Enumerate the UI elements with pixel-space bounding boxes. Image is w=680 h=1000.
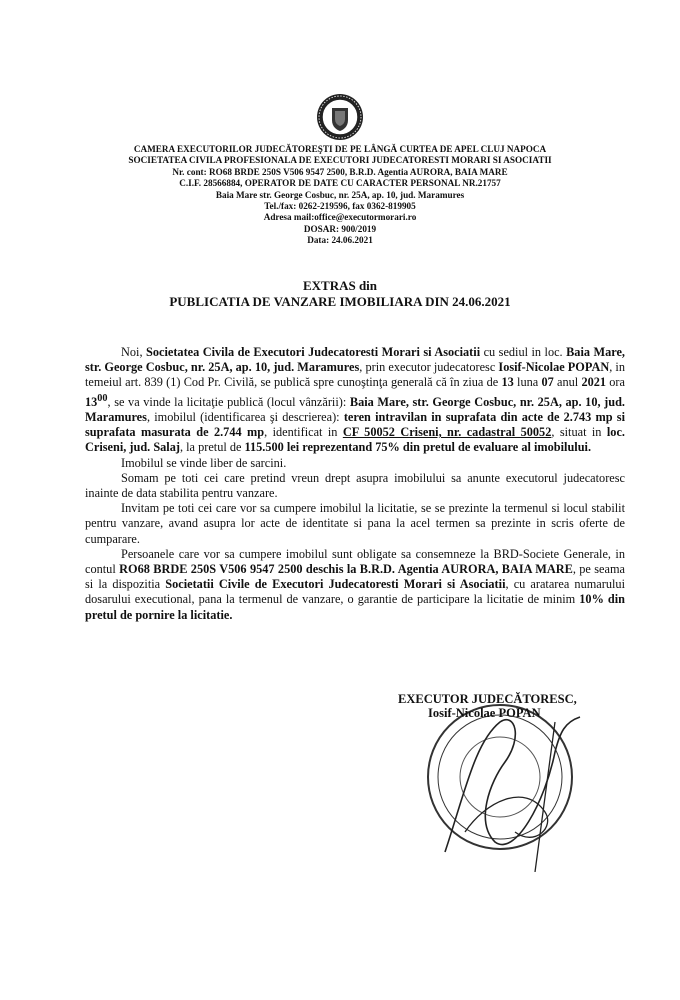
title-line-1: EXTRAS din — [302, 278, 378, 293]
land-registry-ref: CF 50052 Criseni, nr. cadastral 50052 — [342, 425, 552, 440]
paragraph-sale-notice — [85, 345, 625, 456]
email: Adresa mail:office@executormorari.ro — [263, 212, 417, 223]
text: , prin executor judecatoresc — [359, 360, 499, 375]
bank-account: Nr. cont: RO68 BRDE 250S V506 9547 2500, B.R.D. Agentia AURORA, BAIA MARE — [172, 166, 508, 177]
text: ora — [606, 375, 625, 390]
sale-location: Baia Mare, str. George Cosbuc, nr. 25A, ap. 10, jud. Maramures — [85, 394, 625, 424]
text: Persoanele care vor sa cumpere imobilul sunt obligate sa consemneze la BRD-Societe Generale, in contul — [85, 546, 625, 576]
text: , in temeiul art. 839 (1) Cod Pr. Civilă, se publică spre cunoştinţa generală că în ziua de — [85, 360, 625, 390]
chamber-name: CAMERA EXECUTORILOR JUDECĂTOREŞTI DE PE LÂNGĂ CURTEA DE APEL CLUJ NAPOCA — [133, 144, 547, 154]
property-location: loc. Criseni, jud. Salaj — [85, 425, 625, 455]
title-line-2: PUBLICATIA DE VANZARE IMOBILIARA DIN 24.06.2021 — [169, 294, 511, 309]
document-date: Data: 24.06.2021 — [307, 235, 373, 246]
text: , identificat in — [264, 425, 343, 440]
hour: 13 — [85, 394, 98, 409]
office-address: Baia Mare, str. George Cosbuc, nr. 25A, ap. 10, jud. Maramures — [85, 345, 625, 375]
text: luna — [513, 375, 542, 390]
company-ref: Societatii Civile de Executori Judecatoresti Morari si Asociatii — [165, 577, 506, 592]
address: Baia Mare str. George Cosbuc, nr. 25A, ap. 10, jud. Maramures — [215, 189, 465, 200]
case-number: DOSAR: 900/2019 — [303, 223, 377, 234]
phone-fax: Tel./fax: 0262-219596, fax 0362-819905 — [264, 201, 416, 212]
text: , la pretul de — [179, 440, 245, 455]
signature-title: EXECUTOR JUDECĂTORESC, — [398, 692, 577, 706]
fiscal-code: C.I.F. 28566884, OPERATOR DE DATE CU CARACTER PERSONAL NR.21757 — [179, 178, 501, 189]
sale-hour — [85, 392, 108, 409]
coat-of-arms-emblem — [315, 92, 365, 142]
company-name: SOCIETATEA CIVILA PROFESIONALA DE EXECUTORI JUDECATORESTI MORARI SI ASOCIATII — [128, 155, 552, 166]
sale-year: 2021 — [581, 375, 607, 390]
signature-block — [398, 692, 618, 720]
paragraph-invitation: Invitam pe toti cei care vor sa cumpere imobilul la licitatie, se se prezinte la termenul si locul stabilit pentru vanzare, avand asupra lor acte de identitate si pana la acel termen sa prezinte in scris oferte de cumparare. — [85, 501, 625, 546]
document-title — [40, 278, 640, 310]
price: 115.500 lei reprezentand 75% din pretul de evaluare al imobilului. — [244, 440, 592, 455]
letterhead — [40, 144, 640, 247]
paragraph-no-encumbrances: Imobilul se vinde liber de sarcini. — [121, 455, 287, 470]
document-body — [85, 345, 625, 623]
text: , se va vinde la licitaţie publică (locul vânzării): — [107, 394, 350, 409]
text: , situat in — [551, 425, 607, 440]
company-ref: Societatea Civila de Executori Judecatoresti Morari si Asociatii — [146, 345, 481, 359]
minutes: 00 — [97, 392, 108, 404]
signature-name: Iosif-Nicolae POPAN — [428, 706, 541, 720]
text: , pe seama si la dispozitia — [85, 561, 625, 592]
text: , cu aratarea numarului dosarului executional, pana la termenul de vanzare, o garantie de participare la licitatie de minim — [85, 577, 625, 607]
text: Noi, — [121, 345, 146, 359]
sale-month: 07 — [541, 375, 554, 390]
text: anul — [553, 375, 582, 390]
property-description: teren intravilan in suprafata din acte de 2.743 mp si suprafata masurata de 2.744 mp — [85, 409, 626, 440]
paragraph-summons: Somam pe toti cei care pretind vreun drept asupra imobilului sa anunte executorul judecatoresc inainte de data stabilita pentru vanzare. — [85, 470, 625, 500]
guarantee-percent: 10% din pretul de pornire la licitatie. — [85, 592, 625, 622]
paragraph-guarantee — [85, 547, 625, 623]
text: cu sediul in loc. — [480, 345, 567, 359]
sale-day: 13 — [501, 375, 514, 390]
text: , imobilul (identificarea şi descrierea): — [146, 409, 344, 424]
account-ref: RO68 BRDE 250S V506 9547 2500 deschis la B.R.D. Agentia AURORA, BAIA MARE — [119, 561, 573, 576]
executor-name: Iosif-Nicolae POPAN — [498, 360, 610, 375]
